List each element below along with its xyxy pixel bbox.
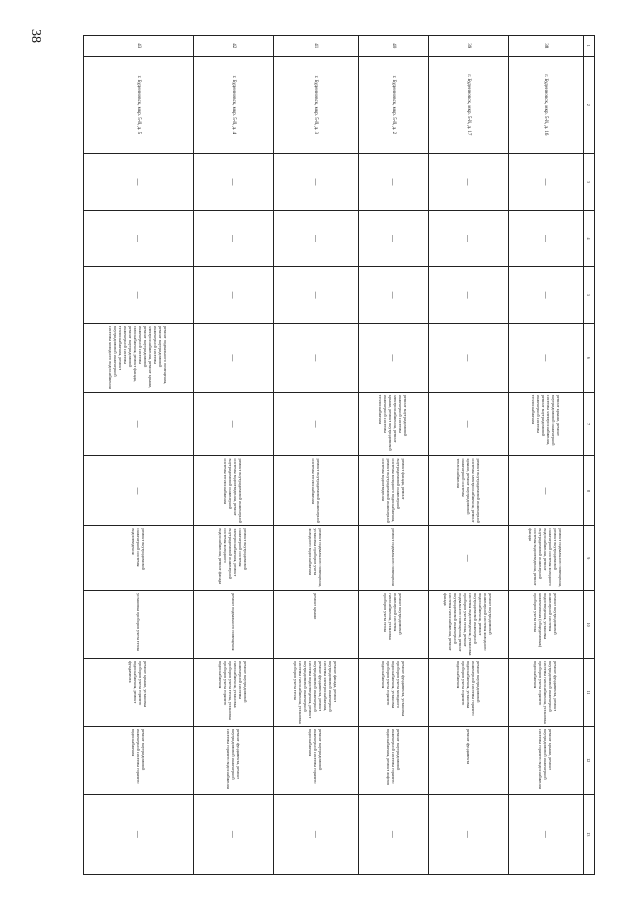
work-cell [84, 726, 194, 794]
work-description: ремонт внутридомовой инженерной системы водоотведения, установка коллективных (общедомовых) приборов учета тепла [533, 593, 559, 648]
work-cell [509, 392, 584, 456]
column-number-cell: 1 [584, 36, 595, 57]
empty-dash: — [312, 420, 320, 428]
work-description: ремонт внутридомовой инженерной системы электроснабжения, ремонт крыши, ремонт внутридомовой инженерной системы теплоснабжения [378, 394, 409, 451]
work-cell [274, 210, 359, 267]
address-cell [429, 56, 509, 154]
work-description: ремонт внутридомовой инженерной системы горячего водоснабжения [308, 728, 324, 784]
column-number-cell: 5 [584, 267, 595, 324]
empty-dash: — [134, 420, 143, 428]
empty-dash: — [229, 830, 238, 838]
work-cell [359, 526, 429, 591]
work-description: ремонт подвального помещения [231, 593, 236, 651]
work-description: ремонт крыши, ремонт внутридомовой инженерной системы электроснабжения, ремонт внутридомовой инженерной системы теплоснабжения [531, 394, 561, 446]
work-description: ремонт внутридомовой инженерной системы электроснабжения, ремонт внутридомовой инженерной системы холодного водоснабжения, ремонт фасада [218, 528, 249, 584]
row-number-cell: 38 [509, 36, 584, 57]
empty-dash: — [229, 354, 238, 362]
column-number-cell: 7 [584, 392, 595, 456]
empty-dash: — [542, 178, 550, 186]
work-description: ремонт фундамента, ремонт внутридомовой инженерной системы газоснабжения, установка приборов учета горячего водоснабжения [533, 661, 559, 724]
work-cell [509, 267, 584, 324]
work-cell [274, 456, 359, 526]
empty-dash: — [389, 235, 398, 243]
row-number-cell: 40 [359, 36, 429, 57]
work-cell [194, 323, 274, 392]
work-cell [274, 659, 359, 727]
empty-dash: — [542, 830, 550, 838]
work-cell [429, 526, 509, 591]
work-cell [274, 526, 359, 591]
column-number-cell: 12 [584, 726, 595, 794]
work-description: ремонт внутридомовой инженерной системы газоснабжения, установка приборов учета тепла, установка приборов учета горячего водоснабжения [218, 661, 249, 720]
work-description: установка приборов учета тепла [136, 593, 141, 651]
empty-dash: — [134, 830, 143, 838]
column-number-cell: 9 [584, 526, 595, 591]
work-cell [194, 456, 274, 526]
work-cell [84, 456, 194, 526]
work-description: ремонт внутридомовой инженерной системы горячего водоснабжения, установка приборов учета горячего водоснабжения [456, 661, 481, 716]
work-cell [509, 154, 584, 211]
work-cell [194, 659, 274, 727]
work-cell [359, 794, 429, 874]
work-cell [84, 591, 194, 659]
table-container [95, 35, 595, 875]
work-cell [429, 456, 509, 526]
address-text: г. Буденновск, мкр. 5-й, д. 3 [313, 75, 319, 135]
work-cell [194, 526, 274, 591]
work-cell [359, 591, 429, 659]
work-description: ремонт подвального помещения, ремонт внутридомовой инженерной системы электроснабжения, ремонт крыши, ремонт внутридомовой инженерной системы газоснабжения, ремонт фасада, ремонт внутридомовой инженерной системы теплоснабжения, ремонт внутридомовой инженерной системы холодного водоснабжения [108, 325, 169, 389]
work-cell [509, 794, 584, 874]
work-description: ремонт внутридомовой инженерной системы холодного водоснабжения, ремонт внутридомовой инженерной системы водоотведения, установка приборов учета тепла, ремонт подвального помещения, ремонт внутридомовой инженерной системы газоснабжения, ремонт фасада [443, 593, 494, 656]
work-cell [274, 267, 359, 324]
address-text: г. Буденновск, мкр. 5-й, д. 17 [466, 74, 471, 136]
empty-dash: — [312, 830, 320, 838]
work-cell [84, 794, 194, 874]
work-description: ремонт внутридомовой инженерной системы горячего водоснабжения [131, 728, 146, 784]
work-description: ремонт фундамента [466, 728, 471, 765]
work-description: ремонт подвального помещения, ремонт внутридомовой инженерной системы холодного водоснабжения, ремонт внутридомовой инженерной системы водоотведения, ремонт фасада [528, 528, 564, 587]
empty-dash: — [312, 291, 320, 299]
work-cell [274, 591, 359, 659]
work-cell [429, 659, 509, 727]
empty-dash: — [464, 830, 473, 838]
column-number-cell: 2 [584, 56, 595, 154]
work-cell [84, 154, 194, 211]
empty-dash: — [134, 291, 143, 299]
address-cell [509, 56, 584, 154]
work-cell [359, 726, 429, 794]
address-text: г. Буденновск, мкр. 5-й, д. 16 [543, 74, 549, 136]
empty-dash: — [464, 178, 473, 186]
work-description: ремонт внутридомовой инженерной системы электроснабжения, ремонт крыши, ремонт внутридомовой инженерной системы теплоснабжения [456, 458, 481, 523]
column-number-cell: 3 [584, 154, 595, 211]
work-cell [359, 456, 429, 526]
empty-dash: — [134, 487, 143, 495]
work-cell [274, 154, 359, 211]
work-description: ремонт внутридомовой инженерной системы газоснабжения, установка приборов учета тепла [383, 593, 404, 640]
work-description: ремонт фундамента, ремонт внутридомовой инженерной системы горячего водоснабжения [226, 728, 241, 789]
work-cell [84, 267, 194, 324]
work-cell [84, 659, 194, 727]
work-cell [194, 591, 274, 659]
work-cell [359, 659, 429, 727]
table-row [509, 36, 584, 875]
work-cell [194, 392, 274, 456]
work-description: ремонт крыши, установка приборов учета горячего водоснабжения, ремонт фундамента [128, 661, 149, 708]
column-number-cell: 11 [584, 659, 595, 727]
work-description: ремонт крыши, ремонт внутридомовой инженерной системы горячего водоснабжения [538, 728, 554, 789]
empty-dash: — [229, 235, 238, 243]
empty-dash: — [389, 291, 398, 299]
work-description: ремонт фасада, ремонт внутридомовой инженерной системы электроснабжения, ремонт фундамента, ремонт внутридомовой инженерной системы водоотведения, ремонт внутридомовой инженерной системы газоснабжения, установка приборов учета тепла [293, 661, 339, 724]
column-number-cell: 8 [584, 456, 595, 526]
column-number-cell: 6 [584, 323, 595, 392]
work-cell [509, 323, 584, 392]
work-cell [429, 210, 509, 267]
empty-dash: — [542, 354, 550, 362]
work-cell [509, 456, 584, 526]
work-cell [359, 392, 429, 456]
capital-repair-table [83, 35, 595, 875]
work-cell [509, 210, 584, 267]
empty-dash: — [542, 235, 550, 243]
work-cell [359, 267, 429, 324]
row-number-cell: 43 [84, 36, 194, 57]
address-cell [194, 56, 274, 154]
work-cell [509, 726, 584, 794]
address-text: г. Буденновск, мкр. 5-й, д. 2 [391, 75, 396, 135]
table-row [359, 36, 429, 875]
column-number-cell: 13 [584, 794, 595, 874]
empty-dash: — [134, 235, 143, 243]
work-description: ремонт внутридомовой инженерной системы водоотведения [131, 528, 146, 570]
work-description: ремонт внутридомовой инженерной системы теплоснабжения [311, 458, 321, 523]
empty-dash: — [312, 235, 320, 243]
header-row [584, 36, 595, 875]
work-cell [84, 210, 194, 267]
row-number-cell: 39 [429, 36, 509, 57]
empty-dash: — [312, 178, 320, 186]
empty-dash: — [312, 354, 320, 362]
empty-dash: — [134, 178, 143, 186]
work-description: ремонт фасада, ремонт внутридомовой инженерной системы холодного водоснабжения, ремонт внутридомовой инженерной системы водоотведения [381, 458, 406, 523]
work-description: ремонт крыши [313, 593, 319, 620]
empty-dash: — [464, 291, 473, 299]
work-cell [359, 154, 429, 211]
work-cell [274, 794, 359, 874]
work-cell [274, 323, 359, 392]
work-cell [84, 323, 194, 392]
work-cell [429, 154, 509, 211]
empty-dash: — [542, 487, 550, 495]
work-cell [359, 323, 429, 392]
work-cell [429, 323, 509, 392]
work-cell [509, 591, 584, 659]
work-cell [194, 267, 274, 324]
work-cell [429, 794, 509, 874]
work-description: ремонт внутридомовой инженерной системы горячего водоснабжения, ремонт лифтов [386, 728, 401, 786]
empty-dash: — [389, 830, 398, 838]
work-cell [509, 526, 584, 591]
work-cell [274, 392, 359, 456]
empty-dash: — [464, 354, 473, 362]
empty-dash: — [464, 420, 473, 428]
work-cell [84, 392, 194, 456]
work-cell [194, 210, 274, 267]
address-text: г. Буденновск, мкр. 5-й, д. 4 [231, 75, 236, 135]
empty-dash: — [229, 178, 238, 186]
page-number: 38 [28, 29, 43, 43]
work-cell [509, 659, 584, 727]
work-cell [274, 726, 359, 794]
work-description: ремонт фундамента, установка приборов учета холодного водоснабжения, установка приборов учета горячего водоснабжения [381, 661, 406, 717]
work-description: ремонт подвального помещения, установка приборов учета холодного водоснабжения [308, 528, 324, 587]
empty-dash: — [229, 291, 238, 299]
column-number-cell: 4 [584, 210, 595, 267]
work-description: ремонт внутридомовой инженерной системы водоотведения, ремонт внутридомовой инженерной системы теплоснабжения [223, 458, 244, 523]
column-number-cell: 10 [584, 591, 595, 659]
empty-dash: — [389, 354, 398, 362]
table-row [274, 36, 359, 875]
work-cell [429, 392, 509, 456]
address-cell [359, 56, 429, 154]
address-text: г. Буденновск, мкр. 5-й, д. 5 [136, 75, 141, 135]
table-body [84, 36, 595, 875]
address-cell [84, 56, 194, 154]
empty-dash: — [389, 178, 398, 186]
work-cell [194, 726, 274, 794]
empty-dash: — [464, 235, 473, 243]
work-cell [429, 267, 509, 324]
work-cell [429, 726, 509, 794]
work-cell [429, 591, 509, 659]
empty-dash: — [542, 291, 550, 299]
table-row [194, 36, 274, 875]
work-cell [84, 526, 194, 591]
table-row [84, 36, 194, 875]
row-number-cell: 42 [194, 36, 274, 57]
work-cell [194, 794, 274, 874]
work-cell [194, 154, 274, 211]
row-number-cell: 41 [274, 36, 359, 57]
work-cell [359, 210, 429, 267]
table-row [429, 36, 509, 875]
address-cell [274, 56, 359, 154]
work-description: ремонт подвального помещения [391, 528, 396, 586]
empty-dash: — [229, 420, 238, 428]
empty-dash: — [464, 554, 473, 562]
